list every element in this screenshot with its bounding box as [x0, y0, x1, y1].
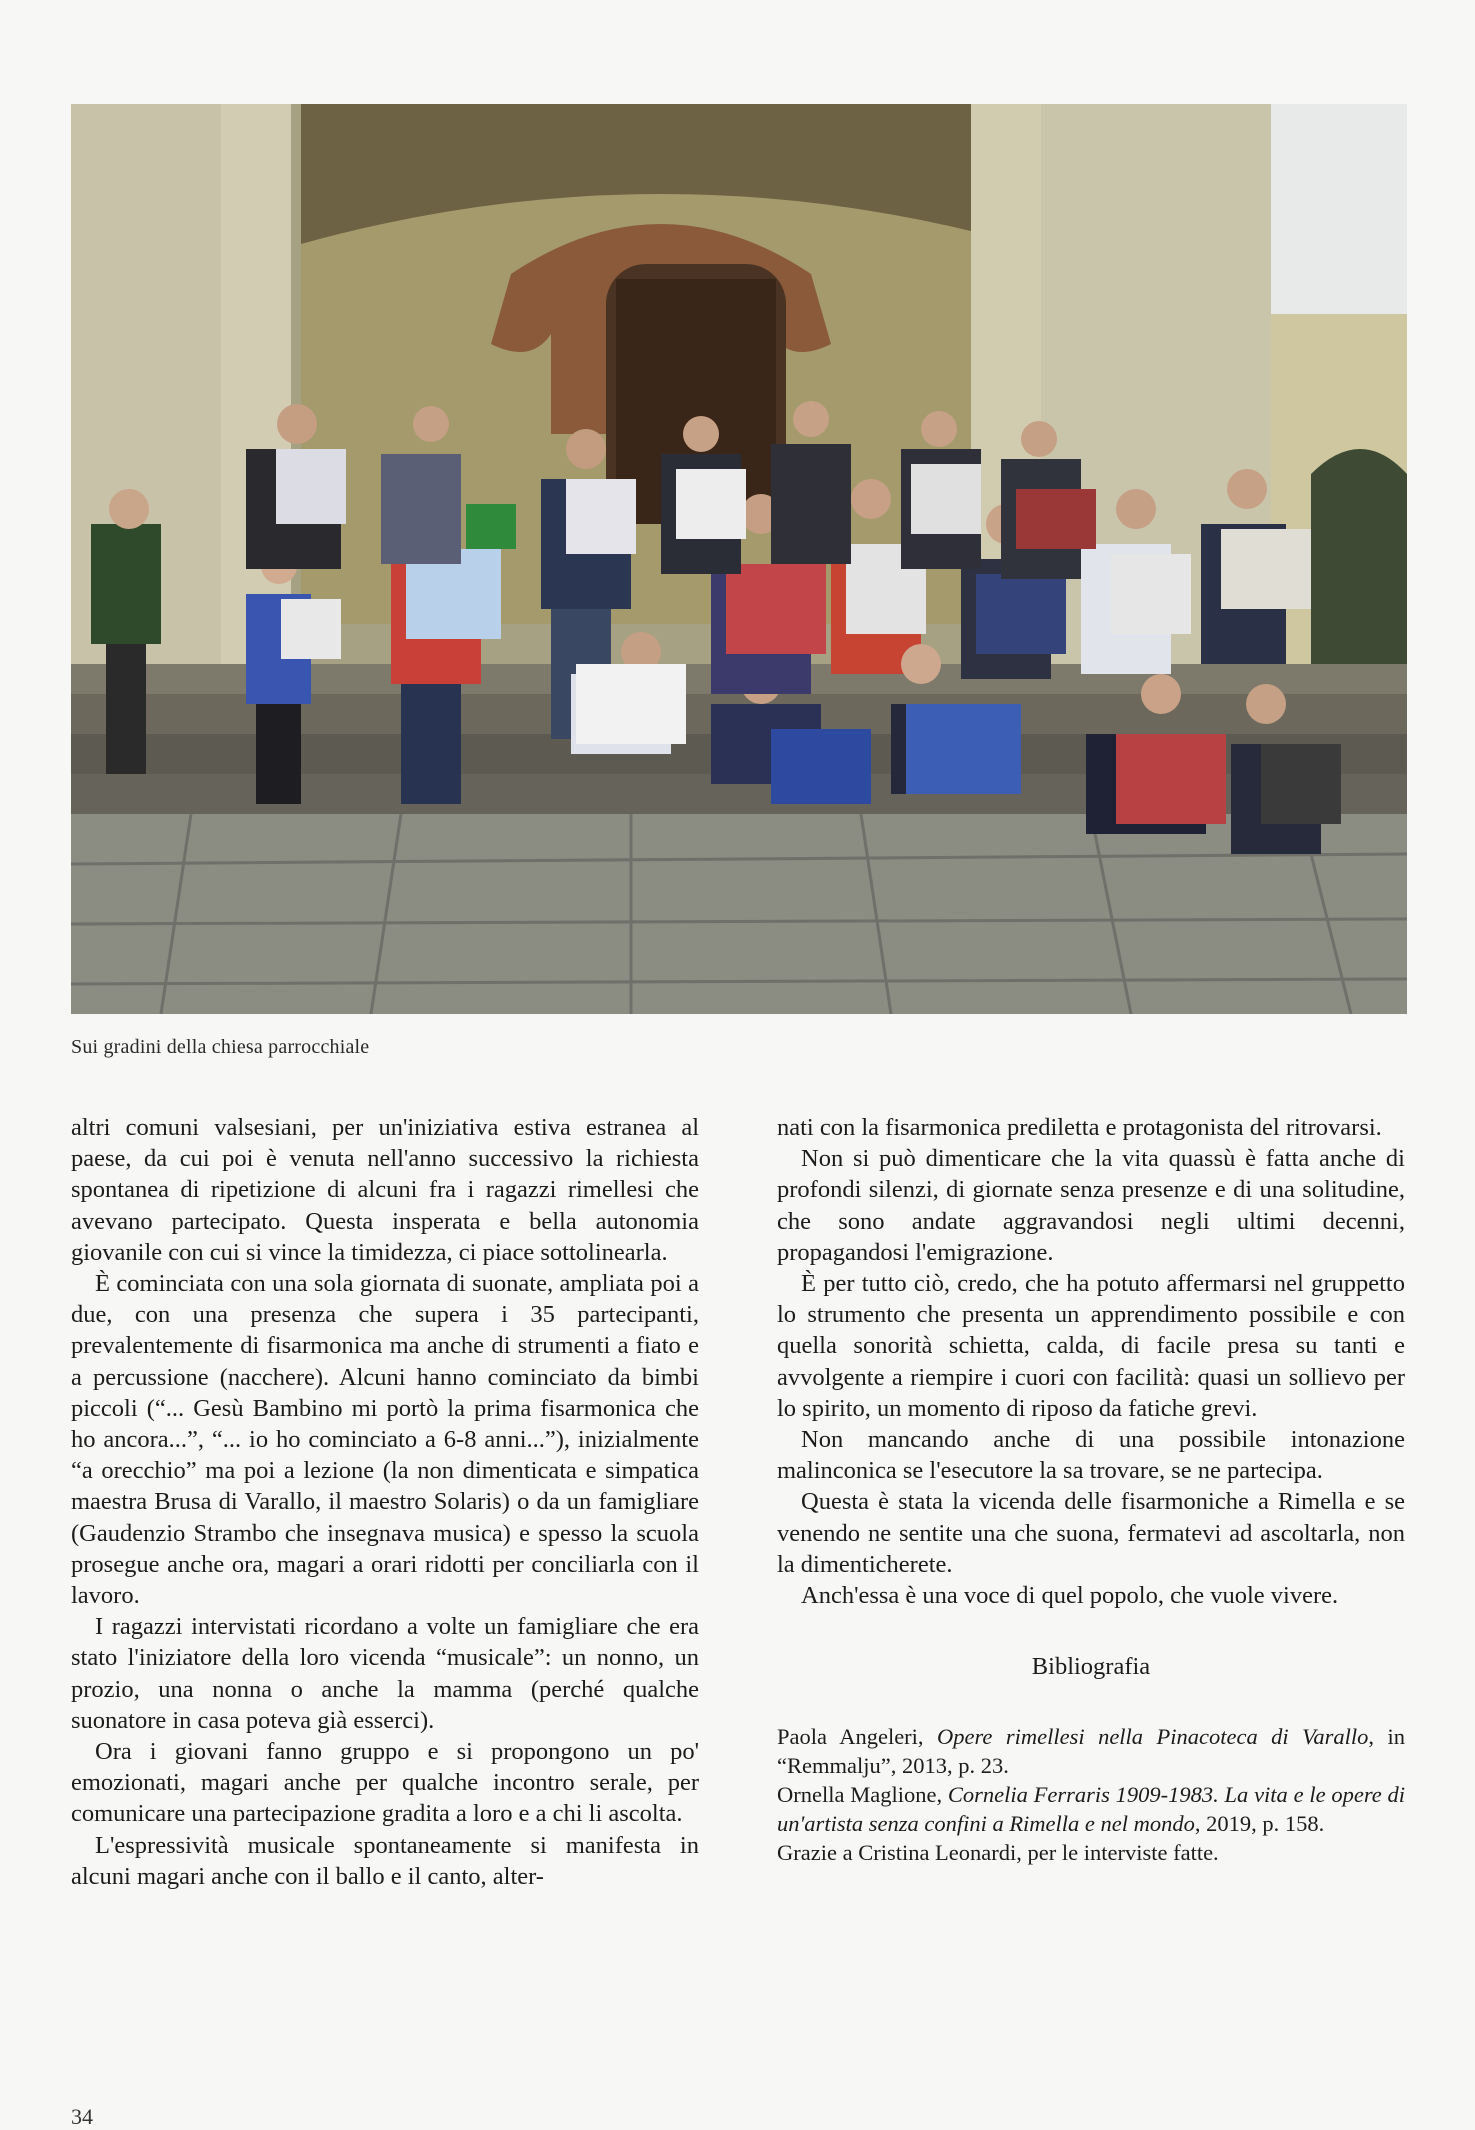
- paragraph: altri comuni valsesiani, per un'iniziativa estiva estranea al paese, da cui poi è venuta nell'anno successivo la richiesta spontanea di ripetizione di alcuni fra i ragazzi rimellesi che avevano partecipato. Questa insperata e bella autonomia giovanile con cui si vince la timidezza, ci piace sottolinearla.: [71, 1114, 699, 1266]
- paragraph: Questa è stata la vicenda delle fisarmoniche a Rimella e se venendo ne sentite una che suona, fermatevi ad ascoltarla, non la dimenticherete.: [777, 1488, 1405, 1578]
- bibliography-entry: [777, 1780, 1405, 1838]
- acknowledgement: Grazie a Cristina Leonardi, per le interviste fatte.: [777, 1840, 1219, 1866]
- paragraph: Anch'essa è una voce di quel popolo, che vuole vivere.: [801, 1582, 1339, 1610]
- church-steps-illustration: [71, 104, 1407, 1014]
- paragraph: Ora i giovani fanno gruppo e si propongono un po' emozionati, magari anche per qualche incontro serale, per comunicare una partecipazione gradita a loro e a chi li ascolta.: [71, 1738, 699, 1828]
- bib-details: , in “Remmalju”, 2013, p. 23.: [777, 1724, 1405, 1779]
- paragraph: Non mancando anche di una possibile intonazione malinconica se l'esecutore la sa trovare, se ne partecipa.: [777, 1426, 1405, 1485]
- group-photo: [71, 104, 1407, 1014]
- paragraph: È cominciata con una sola giornata di suonate, ampliata poi a due, con una presenza che supera i 35 partecipanti, prevalentemente di fisarmonica ma anche di strumenti a fiato e a percussione (nacchere). Alcuni hanno cominciato da bimbi piccoli (“... Gesù Bambino mi portò la prima fisarmonica che ho ancora...”, “... io ho cominciato a 6-8 anni...”), inizialmente “a orecchio” ma poi a lezione (la non dimenticata e simpatica maestra Brusa di Varallo, il maestro Solaris) o da un famigliare (Gaudenzio Strambo che insegnava musica) e spesso la scuola prosegue anche ora, magari a orari ridotti per conciliarla con il lavoro.: [71, 1270, 699, 1610]
- paragraph: nati con la fisarmonica prediletta e protagonista del ritrovarsi.: [777, 1114, 1382, 1141]
- right-column: [777, 1112, 1405, 1867]
- paragraph: È per tutto ciò, credo, che ha potuto affermarsi nel gruppetto lo strumento che presenta un apprendimento possibile e con quella sonorità schietta, calda, di facile presa su tanti e avvolgente a riempire i cuori con facilità: quasi un sollievo per lo spirito, un momento di riposo da fatiche grevi.: [777, 1270, 1405, 1422]
- page-number: 34: [71, 2104, 93, 2129]
- paragraph: I ragazzi intervistati ricordano a volte un famigliare che era stato l'iniziatore della loro vicenda “musicale”: un nonno, un prozio, una nonna o anche la mamma (perché qualche suonatore in casa poteva già esserci).: [71, 1613, 699, 1734]
- paragraph: Non si può dimenticare che la vita quassù è fatta anche di profondi silenzi, di giornate senza presenze e di una solitudine, che sono andate aggravandosi negli ultimi decenni, propagandosi l'emigrazione.: [777, 1145, 1405, 1266]
- photo-caption: Sui gradini della chiesa parrocchiale: [71, 1036, 370, 1058]
- bibliography-entry: [777, 1722, 1405, 1780]
- bib-author: Paola Angeleri,: [777, 1724, 938, 1750]
- bib-title: Opere rimellesi nella Pinacoteca di Varallo: [937, 1724, 1369, 1750]
- bib-author: Ornella Maglione,: [777, 1782, 948, 1808]
- left-column: [71, 1112, 699, 1892]
- bib-details: , 2019, p. 158.: [1194, 1811, 1325, 1837]
- bibliography-heading: Bibliografia: [1031, 1653, 1151, 1681]
- bib-title: Cornelia Ferraris 1909-1983. La vita e le opere di un'artista senza confini a Rimella e nel mondo: [777, 1782, 1405, 1837]
- paragraph: L'espressività musicale spontaneamente si manifesta in alcuni magari anche con il ballo e il canto, alter-: [71, 1831, 699, 1890]
